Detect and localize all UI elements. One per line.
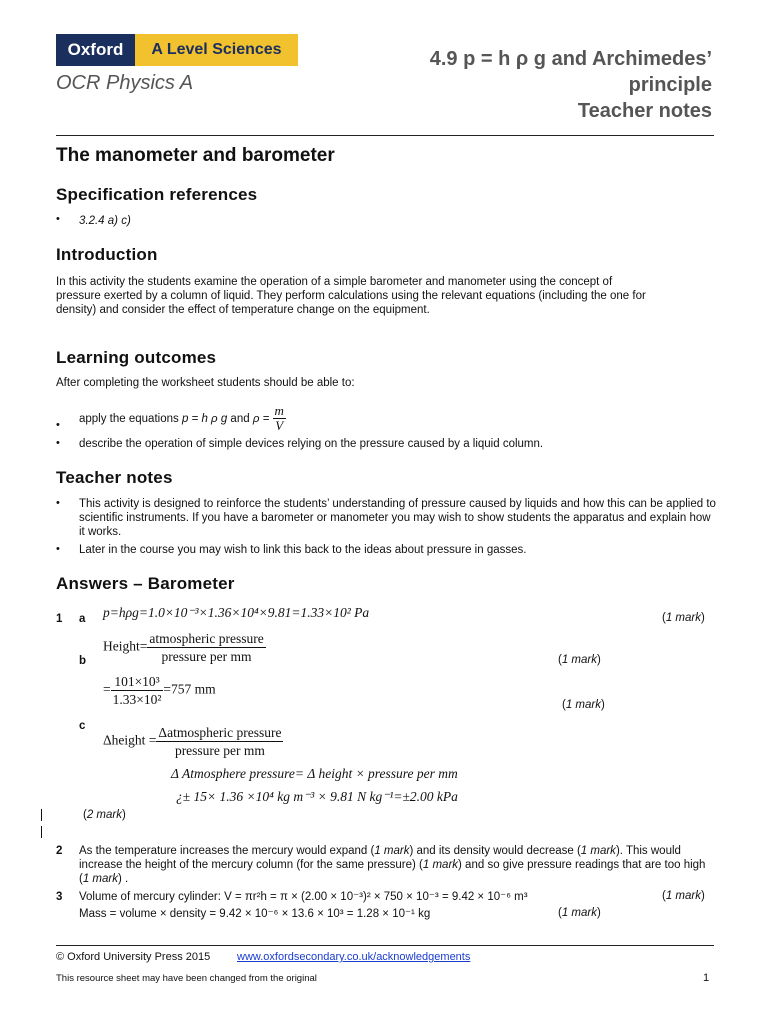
mark-label: 1 mark [82,873,118,885]
page-number: 1 [703,972,710,984]
brand-oxford: Oxford [56,34,135,66]
mark-label: 1 mark [580,845,616,857]
fraction-calc [111,673,164,708]
fraction-m-over-v [273,404,286,433]
mark-label: 1 mark [561,654,597,666]
equation-p-hpg: p = h ρ g [181,413,228,425]
part-c-label: c [79,720,86,732]
answer-2-part: As the temperature increases the mercury would expand ( [79,845,375,857]
bullet-icon: • [56,419,60,431]
mark-3b: (1 mark) [558,907,601,919]
answer-a-equation: p=hρg=1.0×10⁻³×1.36×10⁴×9.81=1.33×10² Pa [103,605,370,620]
topic-line-3: Teacher notes [577,100,712,122]
footer-note: This resource sheet may have been changed from the original [56,973,317,984]
answer-2-part: ) and its density would decrease ( [409,845,581,857]
answer-3-line-1: Volume of mercury cylinder: V = πr²h = π × (2.00 × 10⁻³)² × 750 × 10⁻³ = 9.42 × 10⁻⁶ m³ [79,891,528,903]
mark-label: 1 mark [665,612,701,624]
part-b-label: b [79,655,87,667]
mark-label: 1 mark [665,890,701,902]
mark-label: 1 mark [422,859,459,871]
fraction-delta-atm [156,724,283,759]
fraction-atm-over-mm [147,630,265,665]
course-name: OCR Physics A [56,72,194,94]
outcome-item-1 [79,399,286,439]
outcomes-heading: Learning outcomes [56,348,217,367]
fraction-denominator: pressure per mm [161,649,252,664]
fraction-numerator: Δatmospheric pressure [158,725,282,740]
answer-3-line-2: Mass = volume × density = 9.42 × 10⁻⁶ × 13.6 × 10³ = 1.28 × 10⁻¹ kg [79,908,431,920]
answer-2-text [79,844,715,886]
answers-heading: Answers – Barometer [56,574,235,593]
mark-1a: (1 mark) [662,612,705,624]
outcome-1-prefix: apply the equations [79,413,182,425]
fraction-denominator: 1.33×10² [112,692,162,707]
change-bar [41,809,42,821]
answer-2-part: ). This would increase the height of the mercury column (for the same pressure) ( [79,845,681,871]
footer-divider [56,945,714,946]
equation-rho: ρ = [252,413,273,425]
mark-label: 2 mark [86,809,122,821]
topic-line-1: 4.9 p = h ρ g and Archimedes’ [429,48,712,70]
mark-label: 1 mark [374,845,410,857]
answer-c-line-3: ¿± 15× 1.36 ×10⁴ kg m⁻³ × 9.81 N kg⁻¹=±2.00 kPa [176,789,458,804]
spec-item: 3.2.4 a) c) [79,215,131,227]
answer-c-line-2: Δ Atmosphere pressure= Δ height × pressure per mm [171,766,458,781]
answer-2-part: ) . [118,873,129,885]
mark-label: 1 mark [561,907,597,919]
header-divider [56,135,714,136]
answer-b-equation [103,630,266,665]
answer-c-lhs: Δheight = [103,732,157,748]
question-number-3: 3 [56,891,63,903]
mark-label: 1 mark [565,699,601,711]
outcome-item-2: describe the operation of simple devices relying on the pressure caused by a liquid column. [79,438,544,450]
mark-1c: (2 mark) [83,809,126,821]
acknowledgements-link[interactable]: www.oxfordsecondary.co.uk/acknowledgements [237,951,471,963]
mark-1b-2: (1 mark) [562,699,605,711]
outcomes-lead: After completing the worksheet students should be able to: [56,377,355,389]
fraction-numerator: atmospheric pressure [149,631,264,646]
answer-b2-lhs: = [103,681,111,697]
bullet-icon: • [56,213,60,225]
outcome-1-and: and [227,413,253,425]
spec-heading: Specification references [56,185,258,204]
bullet-icon: • [56,543,60,555]
fraction-denominator: V [275,418,284,434]
answer-b-calculation [103,673,216,708]
page-title: The manometer and barometer [56,145,335,166]
part-a-label: a [79,613,86,625]
change-bar [41,826,42,838]
answer-b-lhs: Height= [103,638,148,654]
bullet-icon: • [56,497,60,509]
answer-2-part: ) and so give pressure readings that are too high ( [79,859,706,885]
brand-logo [56,34,298,66]
fraction-denominator: pressure per mm [174,743,265,758]
intro-text: In this activity the students examine the operation of a simple barometer and manometer using the concept of pressure exerted by a column of liquid. They perform calculations using the relevant equations (including the one for density) and consider the effect of temperature change on the equipment. [56,276,646,316]
mark-3a: (1 mark) [662,890,705,902]
topic-line-2: principle [628,74,712,96]
question-number-2: 2 [56,845,63,857]
question-number-1: 1 [56,613,63,625]
answer-b2-result: =757 mm [163,681,216,697]
answer-c-equation [103,724,283,759]
intro-heading: Introduction [56,245,158,264]
mark-1b: (1 mark) [558,654,601,666]
teacher-item-2: Later in the course you may wish to link this back to the ideas about pressure in gasses. [79,544,527,556]
fraction-numerator: 101×10³ [111,673,164,691]
teacher-heading: Teacher notes [56,468,173,487]
bullet-icon: • [56,437,60,449]
brand-series: A Level Sciences [151,41,282,58]
footer-copyright: © Oxford University Press 2015 [56,951,211,963]
teacher-item-1: This activity is designed to reinforce the students’ understanding of pressure caused by liquids and how this can be applied to scientific instruments. If you have a barometer or manometer you may wish to show students the apparatus and explain how it works. [79,498,716,538]
topic-title [430,46,712,124]
fraction-numerator: m [274,403,284,419]
